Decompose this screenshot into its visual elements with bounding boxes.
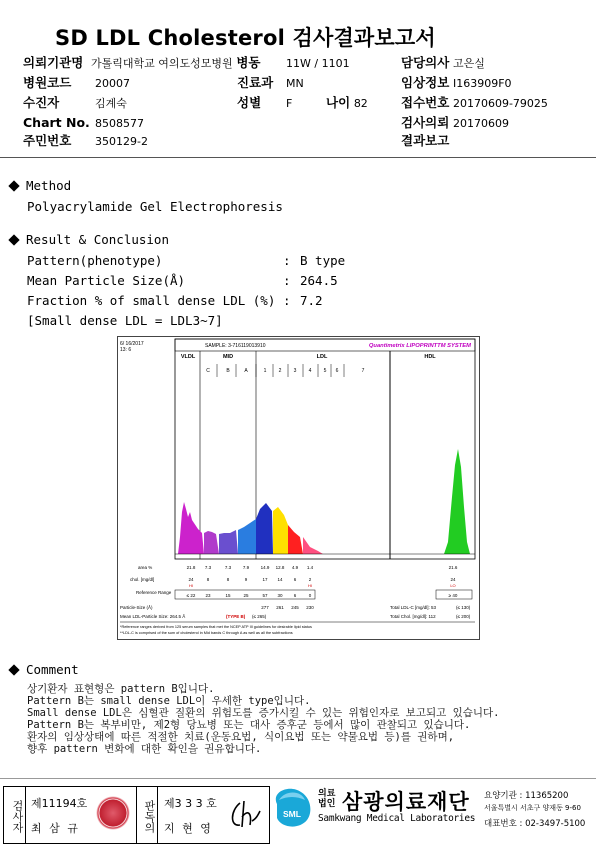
total-chol-readout: Total Chol. [mg/dl]: 112	[390, 614, 436, 619]
particle-size-label: Particle-Size (Å)	[120, 605, 153, 610]
receipt-label: 접수번호	[401, 95, 450, 110]
pattern-colon: :	[283, 253, 291, 268]
diamond-bullet-icon	[8, 664, 19, 675]
chol-value: 24	[450, 577, 456, 582]
chart-footnote-1: *Reference ranges derived from 125 serum samples that met the NCEP ATP III guidelines for desirable lipid status	[120, 625, 312, 629]
band-label-7: 7	[361, 368, 365, 374]
mean-size-colon: :	[283, 273, 291, 288]
chart-no-value: 8508577	[95, 117, 144, 130]
mean-size-ref: (≤ 265)	[252, 614, 267, 619]
chart-area-hdl	[444, 449, 470, 554]
ward-value: 11W / 1101	[286, 57, 350, 70]
area-value: 7.3	[224, 565, 232, 570]
result-heading: Result & Conclusion	[0, 232, 169, 247]
area-value: 21.8	[186, 565, 196, 570]
ref-value: 15	[225, 593, 231, 598]
ref-value: 6	[293, 593, 297, 598]
patient-value: 김계숙	[95, 97, 127, 110]
band-label-1: 1	[263, 368, 267, 374]
area-value: 4.9	[291, 565, 299, 570]
mean-size-value: 264.5	[300, 273, 338, 288]
institution-value: 가톨릭대학교 여의도성모병원	[91, 57, 233, 70]
band-label-6: 6	[335, 368, 339, 374]
tester-label: 검사자	[4, 787, 26, 843]
tester-seal-icon	[96, 796, 130, 830]
chart-brand-title: Quantimetrix LIPOPRINTTM SYSTEM	[368, 343, 471, 349]
chol-value: 2	[308, 577, 312, 582]
area-value: 7.9	[242, 565, 250, 570]
request-value: 20170609	[452, 117, 509, 130]
age-label: 나이	[326, 95, 351, 110]
sdldl-fraction-label: Fraction % of small dense LDL (%)	[27, 293, 276, 308]
region-label-ldl: LDL	[316, 354, 328, 360]
total-chol-ref: (≤ 200)	[456, 614, 471, 619]
org-tel: 대표번호 : 02-3497-5100	[484, 819, 586, 829]
band-label-5: 5	[323, 368, 327, 374]
ref-value: 0	[308, 593, 312, 598]
chol-value: 8	[226, 577, 230, 582]
tester-license: 제11194호	[31, 797, 88, 810]
reviewer-license: 제3 3 3 호	[164, 797, 217, 810]
comment-line: Pattern B는 복부비만, 제2형 당뇨병 또는 대사 증후군 등에서 많이 관찰되고 있습니다.	[27, 719, 471, 731]
chol-value: 8	[206, 577, 210, 582]
diamond-bullet-icon	[8, 234, 19, 245]
report-label: 결과보고	[401, 133, 450, 148]
reviewer-name: 지 현 영	[164, 822, 213, 835]
age-value: 82	[353, 97, 368, 110]
clinical-info-label: 임상정보	[401, 75, 450, 90]
ref-hdl-value: ≥ 40	[448, 593, 458, 598]
area-value: 14.9	[260, 565, 270, 570]
area-value: 7.3	[204, 565, 212, 570]
region-label-mid: MID	[222, 354, 234, 360]
chol-value: 24	[188, 577, 194, 582]
diamond-bullet-icon	[8, 180, 19, 191]
chol-value: 14	[277, 577, 283, 582]
chol-value: 17	[262, 577, 268, 582]
chol-value: 6	[293, 577, 297, 582]
chart-area-band-1	[204, 531, 219, 554]
org-address: 서울특별시 서초구 양재동 9-60	[484, 804, 581, 812]
chol-flag: HI	[189, 583, 193, 588]
comment-heading: Comment	[0, 662, 79, 677]
chart-time: 13: 6	[120, 347, 132, 353]
mean-size-label: Mean Particle Size(Å)	[27, 273, 186, 288]
reviewer-label: 판독의	[136, 787, 158, 843]
ref-value: 25	[243, 593, 249, 598]
ward-label: 병동	[236, 55, 261, 70]
pattern-label: Pattern(phenotype)	[27, 253, 163, 268]
chol-value: 9	[244, 577, 248, 582]
lipoprint-chart-svg	[118, 337, 479, 639]
pattern-value: B type	[300, 253, 346, 268]
hospital-code-value: 20007	[95, 77, 130, 90]
region-label-vldl: VLDL	[180, 354, 196, 360]
rrn-value: 350129-2	[95, 135, 148, 148]
sml-logo-icon	[271, 786, 313, 830]
particle-size-value: 245	[291, 605, 299, 610]
institution-row	[23, 56, 261, 71]
chart-area-band-5	[273, 507, 288, 554]
ref-value: 23	[205, 593, 211, 598]
chart-date: 6/ 16/2017	[120, 341, 144, 347]
report-title: SD LDL Cholesterol 검사결과보고서	[55, 26, 436, 50]
org-code: 요양기관 : 11365200	[484, 791, 569, 801]
chart-area-band-2	[219, 530, 238, 554]
chart-no-label: Chart No.	[23, 115, 90, 130]
ref-row-label: Reference Range	[136, 590, 172, 595]
sex-value: F	[286, 97, 293, 110]
org-name: 삼광의료재단	[342, 790, 470, 814]
particle-size-value: 261	[276, 605, 284, 610]
header-divider	[0, 157, 596, 158]
mean-size-type: (TYPE B)	[226, 614, 246, 619]
band-label-C: C	[206, 368, 210, 374]
comment-line: 환자의 임상상태에 따른 적절한 치료(운동요법, 식이요법 또는 약물요법 등)를 권하며,	[27, 731, 455, 743]
ref-value: ≤ 22	[186, 593, 196, 598]
method-text: Polyacrylamide Gel Electrophoresis	[27, 199, 283, 214]
clinical-info-value: I163909F0	[452, 77, 512, 90]
chol-flag: LO	[450, 583, 456, 588]
ref-value: 30	[277, 593, 283, 598]
ref-value: 57	[262, 593, 268, 598]
chart-area-band-7	[303, 537, 323, 554]
area-row-label: area %	[138, 565, 153, 570]
dept-value: MN	[286, 77, 304, 90]
comment-line: Small dense LDL은 심혈관 질환의 위험도를 증가시킬 수 있는 위험인자로 보고되고 있습니다.	[27, 707, 500, 719]
rrn-label: 주민번호	[23, 133, 72, 148]
comment-line: Pattern B는 small dense LDL이 우세한 type입니다.	[27, 695, 311, 707]
receipt-value: 20170609-79025	[452, 97, 548, 110]
mean-size-readout: Mean LDL-Particle Size: 264.5 Å	[120, 614, 186, 619]
region-label-hdl: HDL	[424, 354, 436, 360]
band-label-A: A	[244, 368, 248, 374]
band-label-3: 3	[293, 368, 297, 374]
institution-label: 의뢰기관명	[23, 55, 84, 70]
tester-name: 최 삼 규	[31, 822, 80, 835]
lipoprint-chart	[117, 336, 480, 640]
sdldl-note: [Small dense LDL = LDL3~7]	[27, 313, 223, 328]
band-label-B: B	[226, 368, 230, 374]
sex-label: 성별	[237, 95, 262, 110]
org-prefix-2: 법인	[318, 799, 336, 809]
logo-text: SML	[283, 809, 301, 819]
comment-line: 상기환자 표현형은 pattern B입니다.	[27, 683, 215, 695]
band-label-2: 2	[278, 368, 282, 374]
chart-area-band-4	[256, 503, 273, 554]
band-label-4: 4	[308, 368, 312, 374]
particle-size-value: 230	[306, 605, 314, 610]
org-english-name: Samkwang Medical Laboratories	[318, 813, 476, 824]
patient-label: 수진자	[23, 95, 60, 110]
chol-flag: HI	[308, 583, 312, 588]
org-prefix	[318, 789, 335, 809]
chart-area-band-3	[238, 519, 256, 554]
area-value: 12.8	[275, 565, 285, 570]
doctor-label: 담당의사	[401, 55, 450, 70]
signature-icon	[226, 797, 262, 833]
request-label: 검사의뢰	[401, 115, 450, 130]
hospital-code-label: 병원코드	[23, 75, 72, 90]
area-value: 21.6	[448, 565, 458, 570]
total-ldl-readout: Total LDL-C [mg/dl]: 53	[390, 605, 437, 610]
signature-box	[3, 786, 270, 844]
doctor-value: 고은실	[452, 57, 485, 70]
chart-footnote-2: **LDL-C is comprised of the sum of cholesterol in Mid bands C through A as well as all the subfractions	[120, 631, 293, 635]
sdldl-fraction-value: 7.2	[300, 293, 323, 308]
chart-area-band-6	[288, 525, 303, 554]
method-heading: Method	[0, 178, 71, 193]
footer-divider	[0, 778, 596, 779]
particle-size-value: 277	[261, 605, 269, 610]
comment-line: 향후 pattern 변화에 대한 확인을 권유합니다.	[27, 743, 262, 755]
sdldl-fraction-colon: :	[283, 293, 291, 308]
org-prefix-1: 의료	[318, 789, 336, 799]
chart-sample: SAMPLE: 3-716119013910	[205, 343, 266, 349]
area-value: 1.4	[306, 565, 314, 570]
dept-label: 진료과	[237, 75, 274, 90]
chol-row-label: chol. [mg/dl]	[130, 577, 155, 582]
total-ldl-ref: (≤ 130)	[456, 605, 471, 610]
